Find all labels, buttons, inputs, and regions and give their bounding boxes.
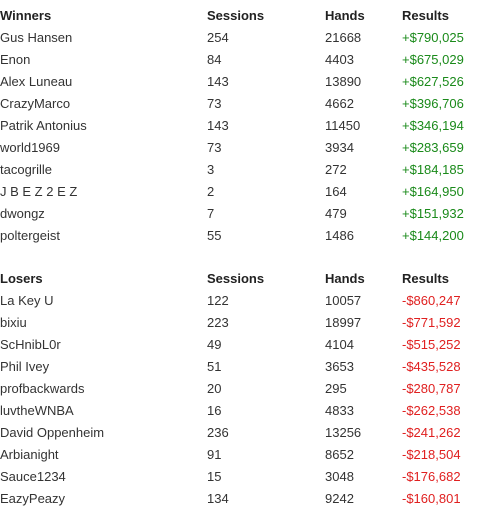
results-cell: +$790,025 — [402, 30, 464, 45]
hands-cell: 21668 — [325, 30, 362, 45]
player-name: CrazyMarco — [0, 96, 71, 111]
sessions-cell: 49 — [207, 337, 222, 352]
winners-heading: Winners — [0, 8, 52, 23]
sessions-cell: 15 — [207, 469, 222, 484]
sessions-cell: 16 — [207, 403, 222, 418]
table-row — [0, 137, 492, 159]
hands-cell: 3048 — [325, 469, 354, 484]
losers-table — [0, 268, 492, 510]
table-row — [0, 225, 492, 247]
sessions-cell: 73 — [207, 140, 222, 155]
player-name: profbackwards — [0, 381, 85, 396]
player-name: poltergeist — [0, 228, 60, 243]
sessions-cell: 236 — [207, 425, 229, 440]
results-cell: -$860,247 — [402, 293, 461, 308]
hands-cell: 13256 — [325, 425, 362, 440]
results-cell: -$218,504 — [402, 447, 461, 462]
hands-cell: 13890 — [325, 74, 362, 89]
player-name: Phil Ivey — [0, 359, 50, 374]
sessions-cell: 143 — [207, 74, 229, 89]
winners-header-row — [0, 5, 492, 27]
sessions-cell: 122 — [207, 293, 229, 308]
table-row — [0, 71, 492, 93]
table-row — [0, 27, 492, 49]
hands-cell: 3653 — [325, 359, 354, 374]
player-name: Gus Hansen — [0, 30, 73, 45]
sessions-cell: 3 — [207, 162, 215, 177]
table-row — [0, 488, 492, 510]
player-name: world1969 — [0, 140, 60, 155]
results-cell: +$346,194 — [402, 118, 464, 133]
sessions-cell: 73 — [207, 96, 222, 111]
player-name: Alex Luneau — [0, 74, 73, 89]
hands-cell: 164 — [325, 184, 347, 199]
player-name: Patrik Antonius — [0, 118, 87, 133]
results-cell: -$435,528 — [402, 359, 461, 374]
table-row — [0, 378, 492, 400]
hands-cell: 295 — [325, 381, 347, 396]
sessions-cell: 223 — [207, 315, 229, 330]
hands-cell: 8652 — [325, 447, 354, 462]
sessions-column-header: Sessions — [207, 271, 265, 286]
sessions-cell: 84 — [207, 52, 222, 67]
player-name: Sauce1234 — [0, 469, 66, 484]
hands-cell: 272 — [325, 162, 347, 177]
results-cell: -$515,252 — [402, 337, 461, 352]
losers-header-row — [0, 268, 492, 290]
sessions-cell: 134 — [207, 491, 229, 506]
results-cell: +$184,185 — [402, 162, 464, 177]
hands-cell: 479 — [325, 206, 347, 221]
table-row — [0, 466, 492, 488]
player-name: David Oppenheim — [0, 425, 105, 440]
player-name: La Key U — [0, 293, 54, 308]
hands-cell: 4403 — [325, 52, 354, 67]
player-name: J B E Z 2 E Z — [0, 184, 78, 199]
results-cell: +$144,200 — [402, 228, 464, 243]
hands-column-header: Hands — [325, 271, 365, 286]
results-cell: -$771,592 — [402, 315, 461, 330]
player-name: Arbianight — [0, 447, 59, 462]
results-cell: -$262,538 — [402, 403, 461, 418]
player-name: bixiu — [0, 315, 27, 330]
table-row — [0, 49, 492, 71]
results-cell: +$164,950 — [402, 184, 464, 199]
sessions-cell: 143 — [207, 118, 229, 133]
hands-cell: 4833 — [325, 403, 354, 418]
player-name: dwongz — [0, 206, 45, 221]
losers-heading: Losers — [0, 271, 43, 286]
sessions-cell: 7 — [207, 206, 215, 221]
table-row — [0, 444, 492, 466]
table-row — [0, 356, 492, 378]
table-row — [0, 312, 492, 334]
results-cell: +$396,706 — [402, 96, 464, 111]
results-cell: -$176,682 — [402, 469, 461, 484]
hands-cell: 1486 — [325, 228, 354, 243]
player-name: EazyPeazy — [0, 491, 66, 506]
results-cell: +$627,526 — [402, 74, 464, 89]
sessions-column-header: Sessions — [207, 8, 265, 23]
results-column-header: Results — [402, 8, 449, 23]
hands-cell: 9242 — [325, 491, 354, 506]
results-cell: -$241,262 — [402, 425, 461, 440]
player-name: luvtheWNBA — [0, 403, 74, 418]
sessions-cell: 91 — [207, 447, 222, 462]
table-row — [0, 334, 492, 356]
results-cell: -$280,787 — [402, 381, 461, 396]
sessions-cell: 254 — [207, 30, 229, 45]
sessions-cell: 55 — [207, 228, 222, 243]
table-row — [0, 159, 492, 181]
table-row — [0, 290, 492, 312]
player-name: tacogrille — [0, 162, 53, 177]
table-row — [0, 422, 492, 444]
sessions-cell: 2 — [207, 184, 215, 199]
table-row — [0, 400, 492, 422]
hands-cell: 4104 — [325, 337, 354, 352]
player-name: ScHnibL0r — [0, 337, 61, 352]
hands-cell: 18997 — [325, 315, 362, 330]
player-name: Enon — [0, 52, 31, 67]
hands-cell: 11450 — [325, 118, 361, 133]
hands-cell: 3934 — [325, 140, 354, 155]
hands-column-header: Hands — [325, 8, 365, 23]
table-row — [0, 115, 492, 137]
results-cell: +$283,659 — [402, 140, 464, 155]
winners-table — [0, 5, 492, 247]
hands-cell: 4662 — [325, 96, 354, 111]
table-row — [0, 181, 492, 203]
sessions-cell: 51 — [207, 359, 222, 374]
table-row — [0, 203, 492, 225]
hands-cell: 10057 — [325, 293, 362, 308]
sessions-cell: 20 — [207, 381, 222, 396]
results-cell: +$151,932 — [402, 206, 464, 221]
results-cell: -$160,801 — [402, 491, 461, 506]
results-cell: +$675,029 — [402, 52, 464, 67]
results-column-header: Results — [402, 271, 449, 286]
table-row — [0, 93, 492, 115]
